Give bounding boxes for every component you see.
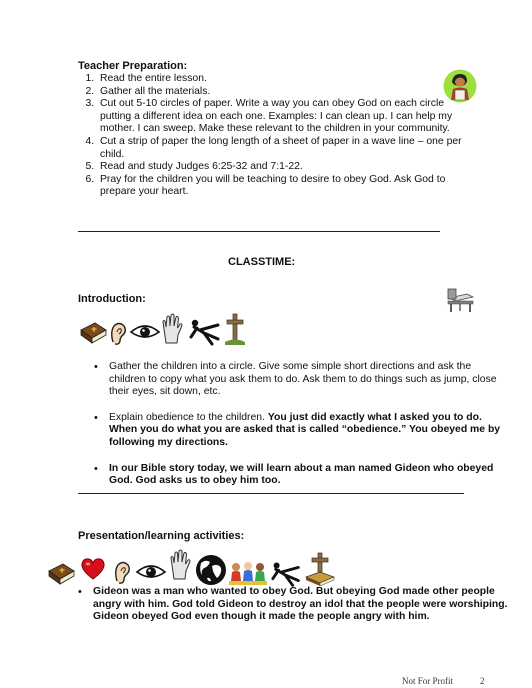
children-group-icon [228,560,268,586]
eye-icon [130,322,160,342]
list-item: 1. Read the entire lesson. [97,73,477,86]
list-item [109,463,509,488]
presentation-heading: Presentation/learning activities: [78,530,245,542]
bullet-bold-text: You just did exactly what I asked you to do. When you do what you are asked that is called “obedience.” You obeyed me by following my directions. [109,411,501,448]
bullet-text: Gather the children into a circle. Give some simple short directions and ask the children to copy what you ask them to do. Ask them to do things such as jump, close their eyes, sit down, etc. [109,361,497,398]
teacher-clipart-icon [443,68,477,104]
list-item: 5. Read and study Judges 6:25-32 and 7:1-22. [97,161,477,174]
bullet-bold-text: Gideon was a man who wanted to obey God. But obeying God made other people angry with him. God told Gideon to destroy an idol that the people were worshiping. Gideon obeyed God even though it made the people angry with him. [93,586,508,623]
cross-icon [224,312,246,346]
teacher-prep-list [78,73,477,199]
page-number: 2 [480,676,485,686]
hand-icon [168,549,192,581]
list-item: 2. Gather all the materials. [97,86,477,99]
list-item: 6. Pray for the children you will be teaching to desire to obey God. Ask God to prepare your heart. [97,174,477,199]
classtime-heading: CLASSTIME: [228,256,296,268]
hand-icon [160,313,184,345]
stretching-person-icon [188,318,224,346]
list-item: 3. Cut out 5-10 circles of paper. Write a way you can obey God on each circle putting a different idea on each one. Examples: I can clean up. I can help my mother. I can sweep. Make these relevant to the children in your community. [97,98,477,136]
list-item [93,586,511,624]
cross-on-bible-icon [304,551,336,587]
introduction-bullets [94,361,509,501]
introduction-heading: Introduction: [78,293,146,305]
eye-icon [136,562,166,582]
bullet-bold-text: In our Bible story today, we will learn about a man named Gideon who obeyed God. God asks us to obey him too. [109,462,494,487]
list-item: 4. Cut a strip of paper the long length of a sheet of paper in a wave line – one per child. [97,136,477,161]
school-desk-icon [446,287,476,313]
ear-icon [108,320,128,346]
teacher-prep-heading: Teacher Preparation: [78,60,188,72]
stretching-person-icon [270,560,304,588]
bible-icon [45,558,77,588]
presentation-bullets [78,586,511,637]
ear-icon [112,559,132,585]
bullet-text: Explain obedience to the children. [109,411,268,423]
section-divider [78,493,464,494]
list-item [109,361,509,399]
section-divider [78,231,440,232]
bible-icon [78,317,108,347]
heart-icon [80,557,106,581]
footer-note: Not For Profit [402,676,454,686]
globe-icon [195,554,227,586]
list-item [109,412,509,450]
